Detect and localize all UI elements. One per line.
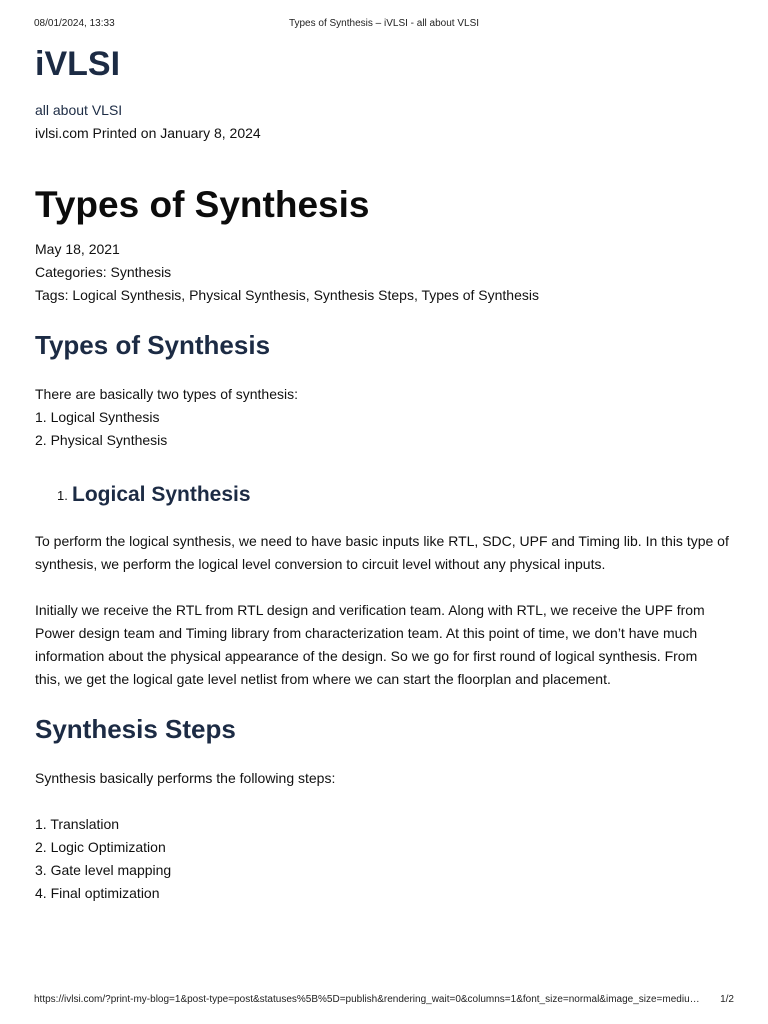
paragraph-line: information about the physical appearance of the design. So we go for first round of logical synthesis. From	[35, 648, 698, 664]
post-tags[interactable]: Tags: Logical Synthesis, Physical Synthesis, Synthesis Steps, Types of Synthesis	[35, 287, 539, 303]
print-footer	[34, 994, 734, 1008]
list-item: 2. Physical Synthesis	[35, 432, 168, 448]
section-steps-intro: Synthesis basically performs the following steps:	[35, 770, 336, 786]
section-heading-types: Types of Synthesis	[35, 330, 271, 360]
subsection-heading	[35, 480, 735, 510]
list-item: 1. Logical Synthesis	[35, 409, 160, 425]
print-page-title: Types of Synthesis – iVLSI - all about VLSI	[288, 18, 480, 29]
paragraph-line: this, we get the logical gate level netlist from where we can start the floorplan and placement.	[35, 671, 611, 687]
post-date: May 18, 2021	[35, 241, 120, 257]
page-content	[35, 42, 735, 905]
site-description: all about VLSI	[35, 102, 123, 118]
subsection-title: Logical Synthesis	[72, 483, 251, 506]
print-header	[34, 18, 734, 32]
print-datetime: 08/01/2024, 13:33	[34, 18, 115, 29]
subsection-number: 1.	[57, 488, 68, 503]
post-title: Types of Synthesis	[35, 184, 370, 225]
steps-list	[35, 813, 735, 905]
list-item: 4. Final optimization	[35, 885, 160, 901]
print-url: https://ivlsi.com/?print-my-blog=1&post-type=post&statuses%5B%5D=publish&rendering_wait=0&columns=1&font_size=normal&image_size=mediu…	[34, 994, 700, 1005]
list-item: 3. Gate level mapping	[35, 862, 172, 878]
printed-on-line: ivlsi.com Printed on January 8, 2024	[35, 125, 261, 141]
paragraph-line: synthesis, we perform the logical level conversion to circuit level without any physical inputs.	[35, 556, 606, 572]
paragraph-line: To perform the logical synthesis, we need to have basic inputs like RTL, SDC, UPF and Timing lib. In this type of	[35, 533, 729, 549]
section-types-intro: There are basically two types of synthesis:	[35, 386, 299, 402]
list-item: 1. Translation	[35, 816, 120, 832]
paragraph	[35, 599, 735, 691]
post-meta	[35, 238, 735, 307]
paragraph-line: Power design team and Timing library from characterization team. At this point of time, we don’t have much	[35, 625, 698, 641]
list-item: 2. Logic Optimization	[35, 839, 166, 855]
site-title[interactable]: iVLSI	[35, 45, 121, 83]
section-types-body	[35, 383, 735, 452]
post-categories[interactable]: Categories: Synthesis	[35, 264, 172, 280]
page-number: 1/2	[720, 994, 734, 1005]
section-heading-steps: Synthesis Steps	[35, 714, 236, 744]
paragraph-line: Initially we receive the RTL from RTL design and verification team. Along with RTL, we receive the UPF from	[35, 602, 705, 618]
paragraph	[35, 530, 735, 576]
